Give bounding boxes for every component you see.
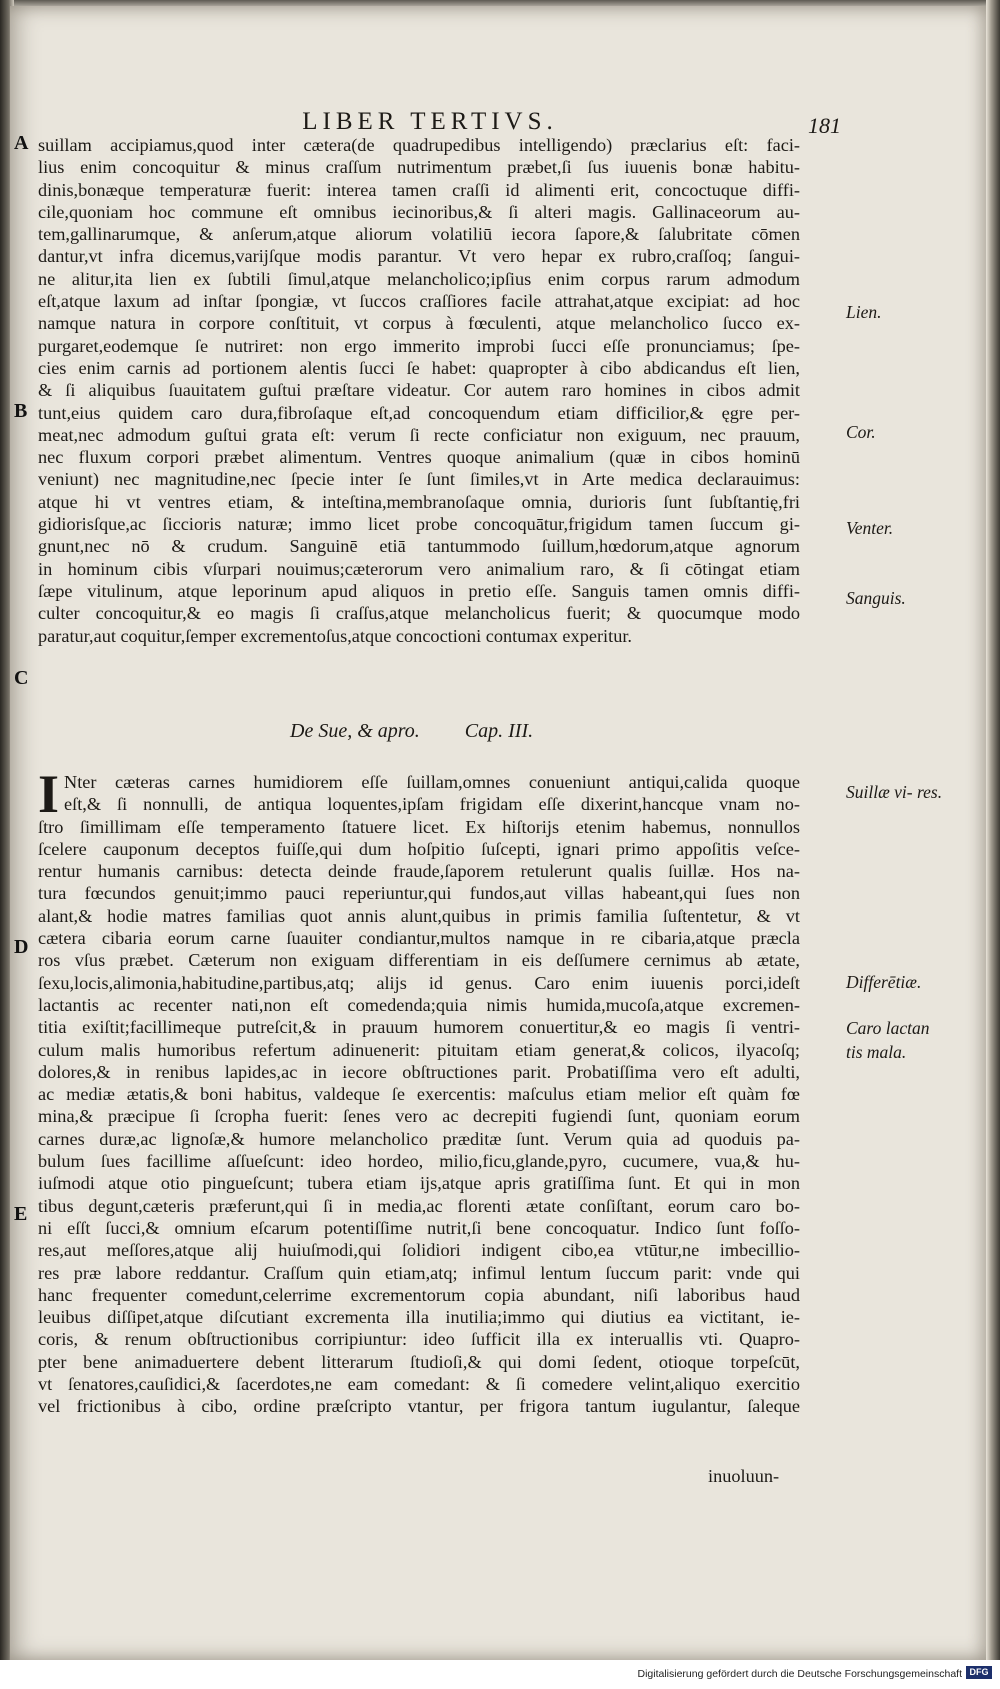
marginal-note-venter: Venter.	[846, 518, 894, 538]
text-line: ni eſſt ſucci,& omnium eſcarum potentiſſime nutrit,ſi bene concoquatur. Indico ſunt foſſo-	[38, 1217, 800, 1238]
marginal-note-differentiae: Differētiæ.	[846, 972, 922, 992]
marginal-note-lien: Lien.	[846, 302, 882, 322]
section-letter-e: E	[14, 1203, 28, 1225]
text-line: dantur,vt infra dicemus,varijſque modis parantur. Vt vero hepar ex rubro,craſſoq; ſangui-	[38, 246, 800, 267]
text-line: suillam accipiamus,quod inter cætera(de quadrupedibus intelligendo) præclarius eſt: faci-	[38, 135, 800, 155]
running-head: LIBER TERTIVS.	[302, 108, 558, 135]
text-line: tem,gallinarumque, & anſerum,atque aliorum volatiliū iecora ſapore,& ſalubritate cōmen	[38, 224, 800, 245]
text-line: ne alitur,ita lien ex ſubtili ſimul,atque melancholico;ipſius enim corpus rarum admodum	[38, 268, 800, 289]
text-line: in hominum cibis vſurpari nouimus;cæterorum vero animalium raro, & ſi cōtingat etiam	[38, 558, 800, 579]
marginal-note-sanguis: Sanguis.	[846, 588, 906, 608]
chapter-title: De Sue, & apro.	[290, 720, 420, 742]
page-number: 181	[808, 113, 841, 138]
text-line: vt ſenatores,cauſidici,& ſacerdotes,ne eam comedant: & ſi comedere velint,aliquo exercitio	[38, 1374, 800, 1395]
text-line: ſæpe vitulinum, atque leporinum apud aliquos in pretio eſſe. Sanguis tamen omnis diffi-	[38, 580, 800, 601]
text-line: iuſmodi atque otio pingueſcunt; tubera etiam ijs,atque apris gratiſſima ſunt. Et qui in mon	[38, 1173, 800, 1194]
text-line: meat,nec admodum guſtui grata eſt: verum ſi recte conficiatur non exiguum, nec prauum,	[38, 424, 800, 445]
text-line: culter concoquitur,& eo magis ſi craſſus,atque melancholicus fuerit; & quocumque modo	[38, 603, 800, 624]
marginal-note-caro-lactantis: Caro lactan tis mala.	[846, 1018, 930, 1062]
text-line: dolores,& in renibus lapides,ac in iecore obſtructiones parit. Probatiſſima vero eſt adulti,	[38, 1061, 800, 1082]
text-line: ſexu,locis,alimonia,habitudine,partibus,atq; alijs id genus. Caro enim iuuenis porci,ideſt	[38, 972, 800, 993]
text-line: ſcelere cauponum deceptos fuiſſe,qui dum hoſpitio ſuſcepti, ignari primo appoſitis veſce-	[38, 838, 800, 859]
text-line: titia exiſtit;facillimeque putreſcit,& in prauum humorem conuertitur,& eo magis ſi ventri-	[38, 1017, 800, 1038]
text-line: Nter cæteras carnes humidiorem eſſe ſuillam,omnes conueniunt antiqui,calida quoque	[64, 772, 800, 792]
text-line: paratur,aut coquitur,ſemper excrementoſus,atque concoctioni contumax experitur.	[38, 625, 632, 646]
text-line: veniunt) nec magnitudine,nec ſpecie inter ſe ſunt ſimiles,vt in Arte medica declarauimus:	[38, 469, 800, 490]
text-block-chapter	[38, 764, 800, 1418]
text-line: vel frictionibus à cibo, ordine præſcripto vtantur, per frigora tantum iugulantur, ſaleque	[38, 1396, 800, 1417]
text-line: hanc frequenter comedunt,celerrime excrementorum copia abundant, niſi laboribus haud	[38, 1284, 800, 1305]
text-line: pter bene animaduertere debent litterarum ſtudioſi,& qui domi ſedent, otioque torpeſcūt,	[38, 1351, 800, 1372]
text-line: lius enim concoquitur & minus craſſum nutrimentum præbet,ſi ſus iuuenis bonæ habitu-	[38, 157, 800, 178]
drop-cap-initial: I	[38, 764, 60, 824]
text-line: atque hi vt ventres etiam, & inteſtina,membranoſaque omnia, durioris ſunt ſubſtantię,fri	[38, 491, 800, 512]
text-line: res præ labore reddantur. Craſſum quin etiam,atq; infimul lentum ſuccum parit: vnde qui	[38, 1262, 800, 1283]
text-line: bulum ſues facillime aſſueſcunt: ideo hordeo, milio,ficu,glande,pyro, cucumere, vua,& hu-	[38, 1151, 800, 1172]
text-line: ſtro ſimillimam eſſe temperamento ſtatuere licet. Ex hiſtorijs etenim habemus, nonnullos	[38, 816, 800, 837]
chapter-number: Cap. III.	[464, 720, 534, 742]
text-line: rentur humanis carnibus: detecta deinde fraude,ſaporem retulerunt qualis ſuillæ. Hos na-	[38, 861, 800, 882]
text-line: ros vſus præbet. Cæterum non exiguam differentiam in eis deſſumere cernimus ab ætate,	[38, 950, 800, 971]
text-line: & ſi aliquibus ſuauitatem guſtui præſtare videatur. Cor autem raro homines in cibos admit	[38, 380, 800, 401]
text-line: tunt,eius quidem caro dura,fibroſaque eſt,ad concoquendum etiam difficilior,& ęgre per-	[38, 402, 800, 423]
text-line: culum malis humoribus refertum adinuenerit: pituitam etiam generat,& colicos, ilyacoſq;	[38, 1039, 800, 1060]
scan-edge-right	[986, 0, 1000, 1660]
section-letter-b: B	[14, 400, 28, 422]
text-line: coris, & renum obſtructionibus corripiuntur: ideo ſufficit illa ex interuallis vti. Quapro-	[38, 1329, 800, 1350]
catchword: inuoluun-	[708, 1466, 780, 1486]
text-block-top	[38, 134, 800, 647]
marginal-note-cor: Cor.	[846, 422, 876, 442]
text-line: cætera cibaria eorum carne ſuauiter condiantur,multos namque in re cibaria,atque præcla	[38, 928, 800, 949]
text-line: purgaret,eodemque ſe nutriret: non ergo immerito improbi ſucci eſſe pronunciamus; ſpe-	[38, 335, 800, 356]
text-line: tura fœcundos genuit;immo pauci reperiuntur,qui fundos,aut villas habeant,qui ſues non	[38, 883, 800, 904]
text-line: carnes duræ,ac lignoſæ,& humore melancholico præditæ ſunt. Verum quia ad quoduis pa-	[38, 1128, 800, 1149]
text-line: eſt,atque laxum ad inſtar ſpongiæ, vt ſuccos craſſiores facile attrahat,atque excipiat: ad hoc	[38, 291, 800, 312]
text-line: mina,& præcipue ſi ſcropha fuerit: ſenes vero ac decrepiti fugiendi ſunt, quoniam eorum	[38, 1106, 800, 1127]
text-line: res,aut meſſores,atque alij huiuſmodi,qui ſolidiori indigent cibo,ea vtūtur,ne imbecillio-	[38, 1240, 800, 1261]
section-letter-c: C	[14, 667, 29, 689]
text-line: alant,& hodie matres familias quot annis alunt,quibus in primis familia ſuſtentetur, & vt	[38, 905, 800, 926]
digitization-credit: Digitalisierung gefördert durch die Deutsche Forschungsgemeinschaft	[637, 1668, 962, 1680]
marginal-note-suillae-vires: Suillæ vi- res.	[846, 782, 943, 802]
section-letter-a: A	[14, 132, 29, 154]
chapter-heading	[290, 720, 710, 743]
section-letter-d: D	[14, 936, 29, 958]
dfg-logo: DFG	[966, 1666, 992, 1679]
text-line: ac mediæ ætatis,& boni habitus, valdeque ſe exercentis: maſculus etiam melior eſt quàm fœ	[38, 1084, 800, 1105]
text-line: gidiorisſque,ac ſiccioris naturæ; immo licet probe concoquātur,frigidum tamen ſuccum gi-	[38, 514, 800, 535]
text-line: tibus degunt,cæteris præferunt,qui ſi in media,ac florenti ætate conſiſtant, eorum caro bo-	[38, 1195, 800, 1216]
text-line: cies enim carnis ad portionem alentis ſucci ſe habet: quapropter à cibo abdicandus eſt lien,	[38, 357, 800, 378]
text-line: leuibus diſſipet,atque diſcutiant excrementa illa inutilia;immo qui diutius ea victitant, ie-	[38, 1307, 800, 1328]
text-line: cile,quoniam hoc commune eſt omnibus iecinoribus,& ſi alteri magis. Gallinaceorum au-	[38, 201, 800, 222]
text-line: gnunt,nec nō & crudum. Sanguinē etiā tantummodo ſuillum,hœdorum,atque agnorum	[38, 536, 800, 557]
text-line: namque natura in corpore conſtituit, vt corpus à fœculenti, atque melancholico ſucco ex-	[38, 313, 800, 334]
text-line: nec fluxum corpori præbet alimentum. Ventres quoque animalium (quæ in cibos hominū	[38, 447, 800, 468]
text-line: dinis,bonæque temperaturæ fuerit: interea tamen craſſi id alimenti erit, concoctuque diffi-	[38, 179, 800, 200]
text-line: lactantis ac recenter nati,non eſt comedenda;quia nimis humida,mucoſa,atque excremen-	[38, 994, 800, 1015]
text-line: eſt,& ſi nonnulli, de antiqua loquentes,ipſam frigidam eſſe dixerint,hancque vnam no-	[64, 794, 800, 815]
